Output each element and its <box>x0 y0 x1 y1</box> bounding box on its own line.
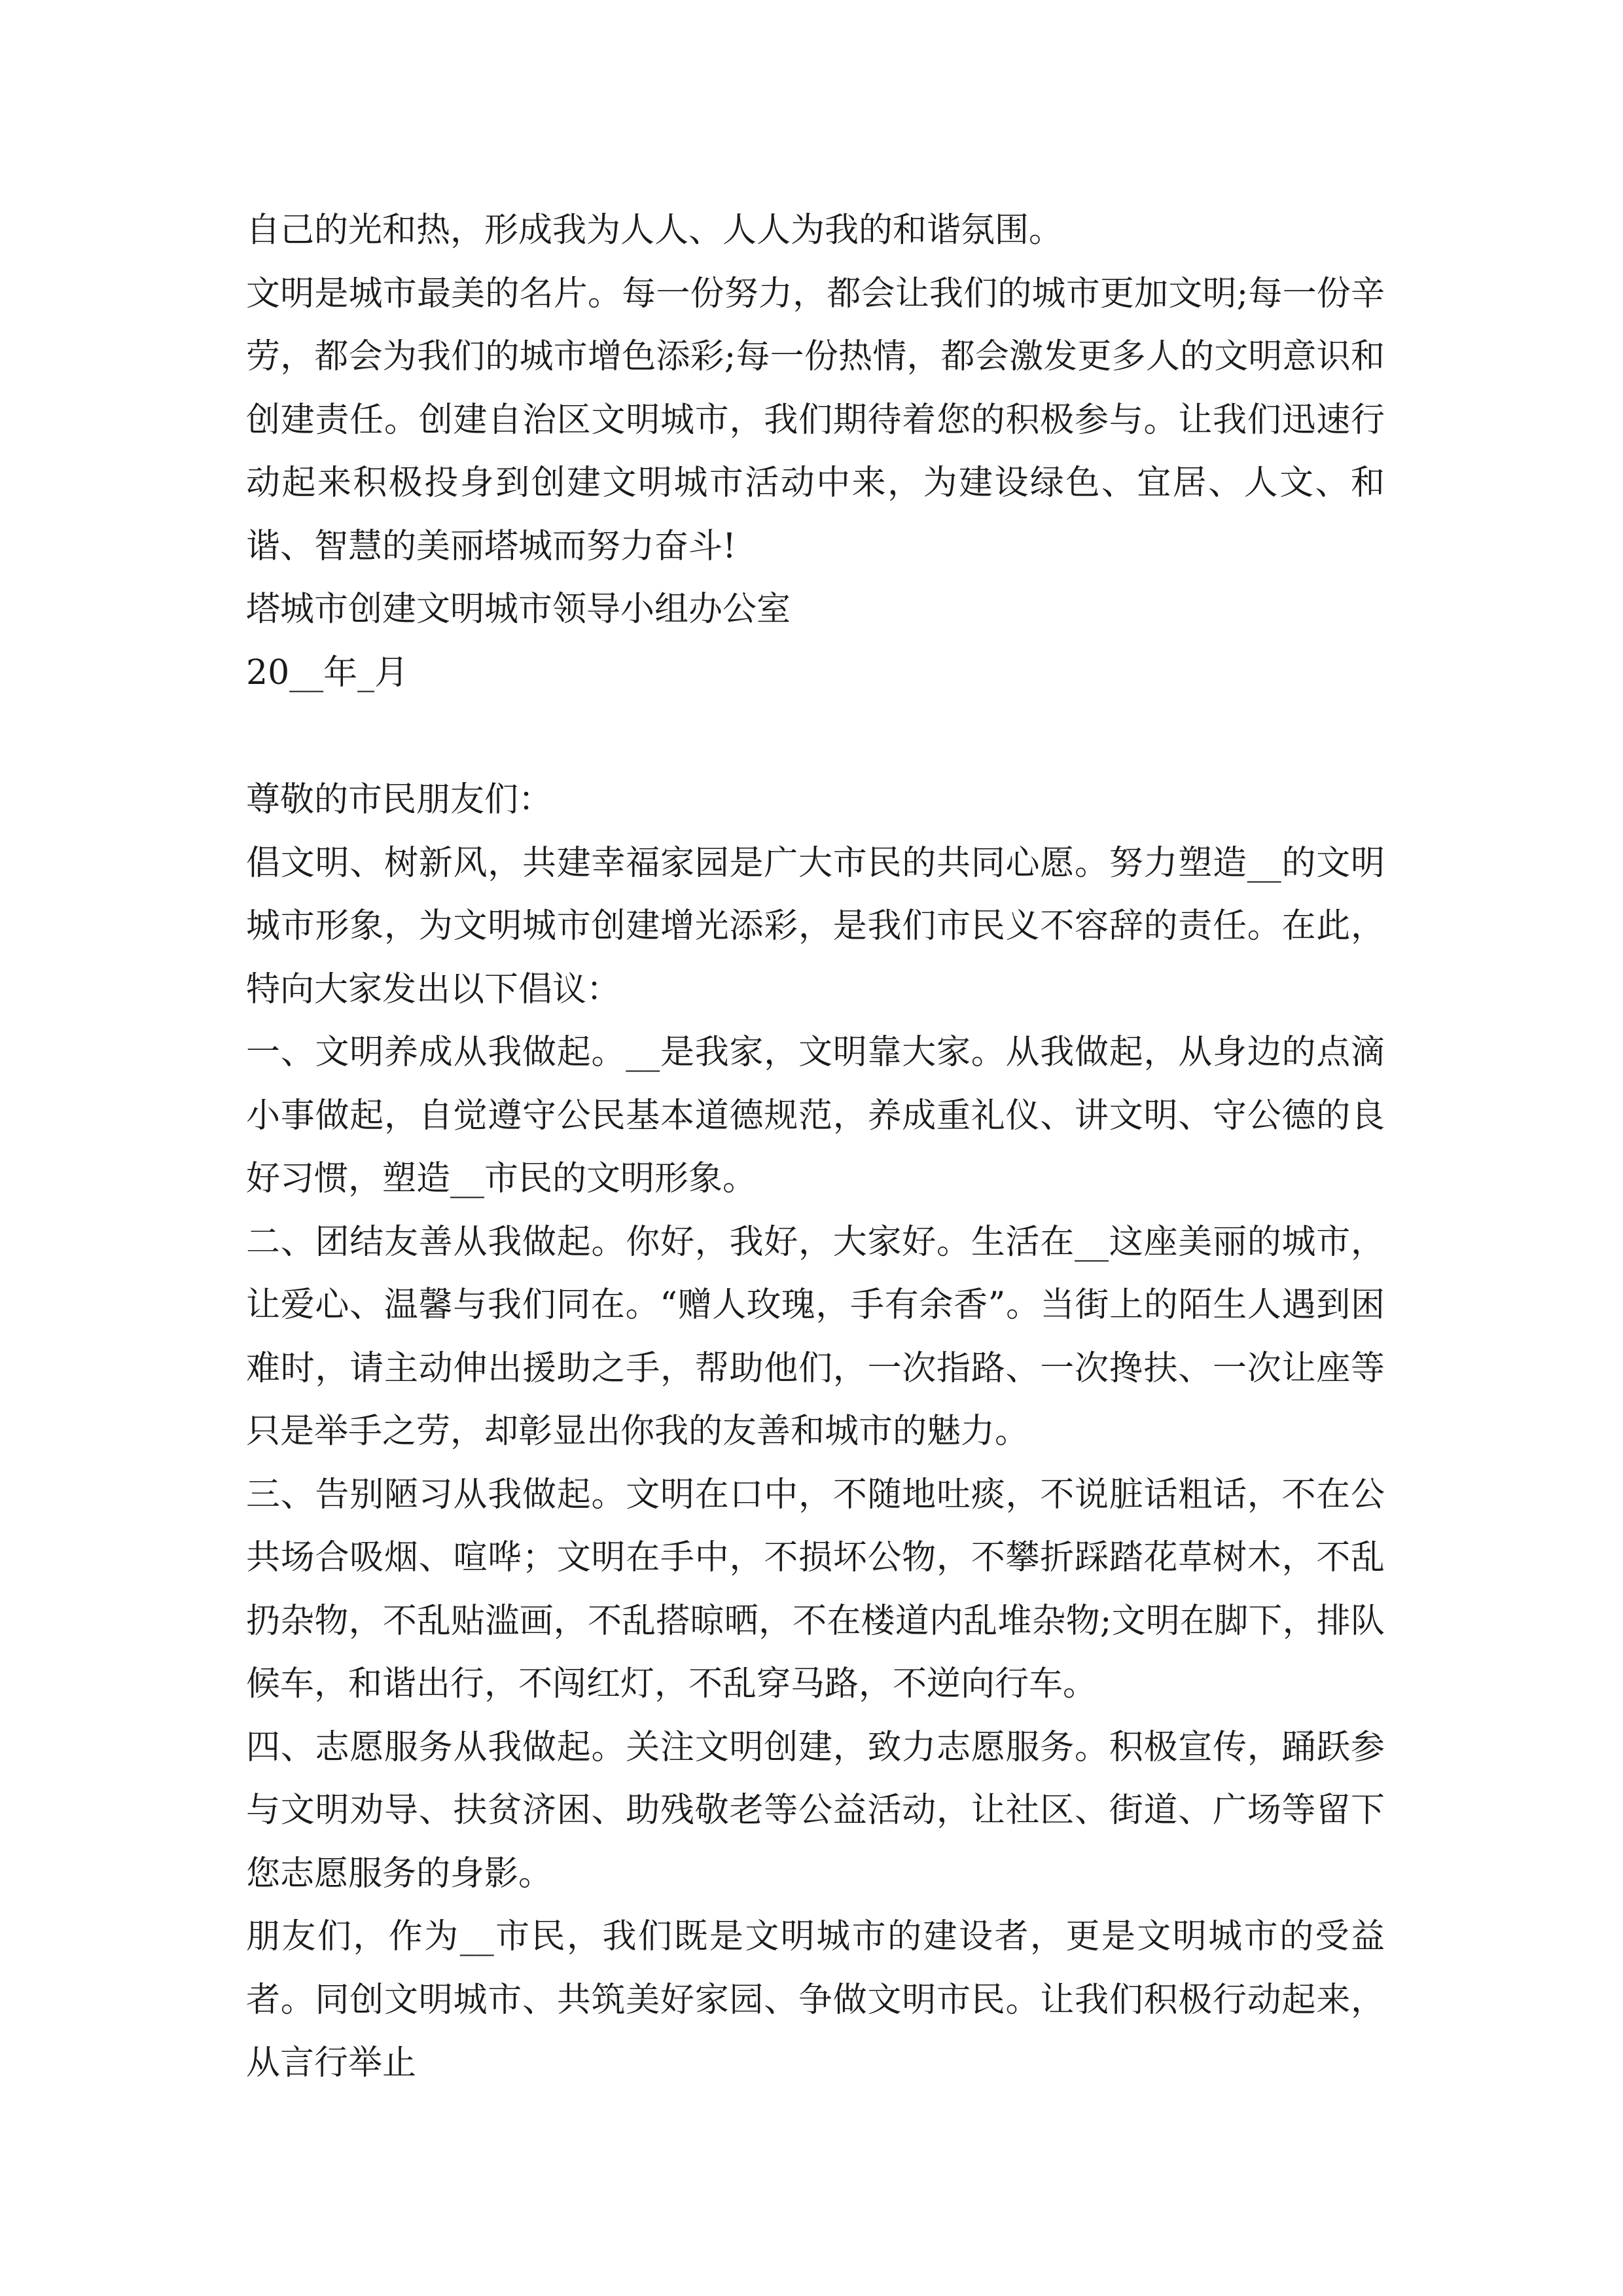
paragraph: 自己的光和热，形成我为人人、人人为我的和谐氛围。 <box>246 211 1063 250</box>
paragraph: 朋友们，作为__市民，我们既是文明城市的建设者，更是文明城市的受益者。同创文明城市、共筑美好家园、争做文明市民。让我们积极行动起来，从言行举止 <box>246 1917 1385 2083</box>
section-closing-text <box>246 199 1385 704</box>
paragraph-item-1: 一、文明养成从我做起。__是我家，文明靠大家。从我做起，从身边的点滴小事做起，自觉遵守公民基本道德规范，养成重礼仪、讲文明、守公德的良好习惯，塑造__市民的文明形象。 <box>246 1033 1385 1198</box>
paragraph-item-2: 二、团结友善从我做起。你好，我好，大家好。生活在__这座美丽的城市，让爱心、温馨与我们同在。“赠人玫瑰，手有余香”。当街上的陌生人遇到困难时，请主动伸出援助之手，帮助他们，一次指路、一次搀扶、一次让座等只是举手之劳，却彰显出你我的友善和城市的魅力。 <box>246 1222 1385 1451</box>
paragraph: 倡文明、树新风，共建幸福家园是广大市民的共同心愿。努力塑造__的文明城市形象，为文明城市创建增光添彩，是我们市民义不容辞的责任。在此，特向大家发出以下倡议： <box>246 843 1385 1009</box>
signature-date: 20__年_月 <box>246 653 409 692</box>
paragraph: 文明是城市最美的名片。每一份努力，都会让我们的城市更加文明;每一份辛劳，都会为我们的城市增色添彩;每一份热情，都会激发更多人的文明意识和创建责任。创建自治区文明城市，我们期待着您的积极参与。让我们迅速行动起来积极投身到创建文明城市活动中来，为建设绿色、宜居、人文、和谐、智慧的美丽塔城而努力奋斗! <box>246 274 1385 566</box>
paragraph-item-3: 三、告别陋习从我做起。文明在口中，不随地吐痰，不说脏话粗话，不在公共场合吸烟、喧哗；文明在手中，不损坏公物，不攀折踩踏花草树木，不乱扔杂物，不乱贴滥画，不乱搭晾晒，不在楼道内乱堆杂物;文明在脚下，排队候车，和谐出行，不闯红灯，不乱穿马路，不逆向行车。 <box>246 1475 1385 1704</box>
signature-organization: 塔城市创建文明城市领导小组办公室 <box>246 590 791 629</box>
section-initiative-letter <box>246 768 1385 2095</box>
salutation: 尊敬的市民朋友们： <box>246 780 553 819</box>
paragraph-item-4: 四、志愿服务从我做起。关注文明创建，致力志愿服务。积极宣传，踊跃参与文明劝导、扶贫济困、助残敬老等公益活动，让社区、街道、广场等留下您志愿服务的身影。 <box>246 1727 1385 1893</box>
